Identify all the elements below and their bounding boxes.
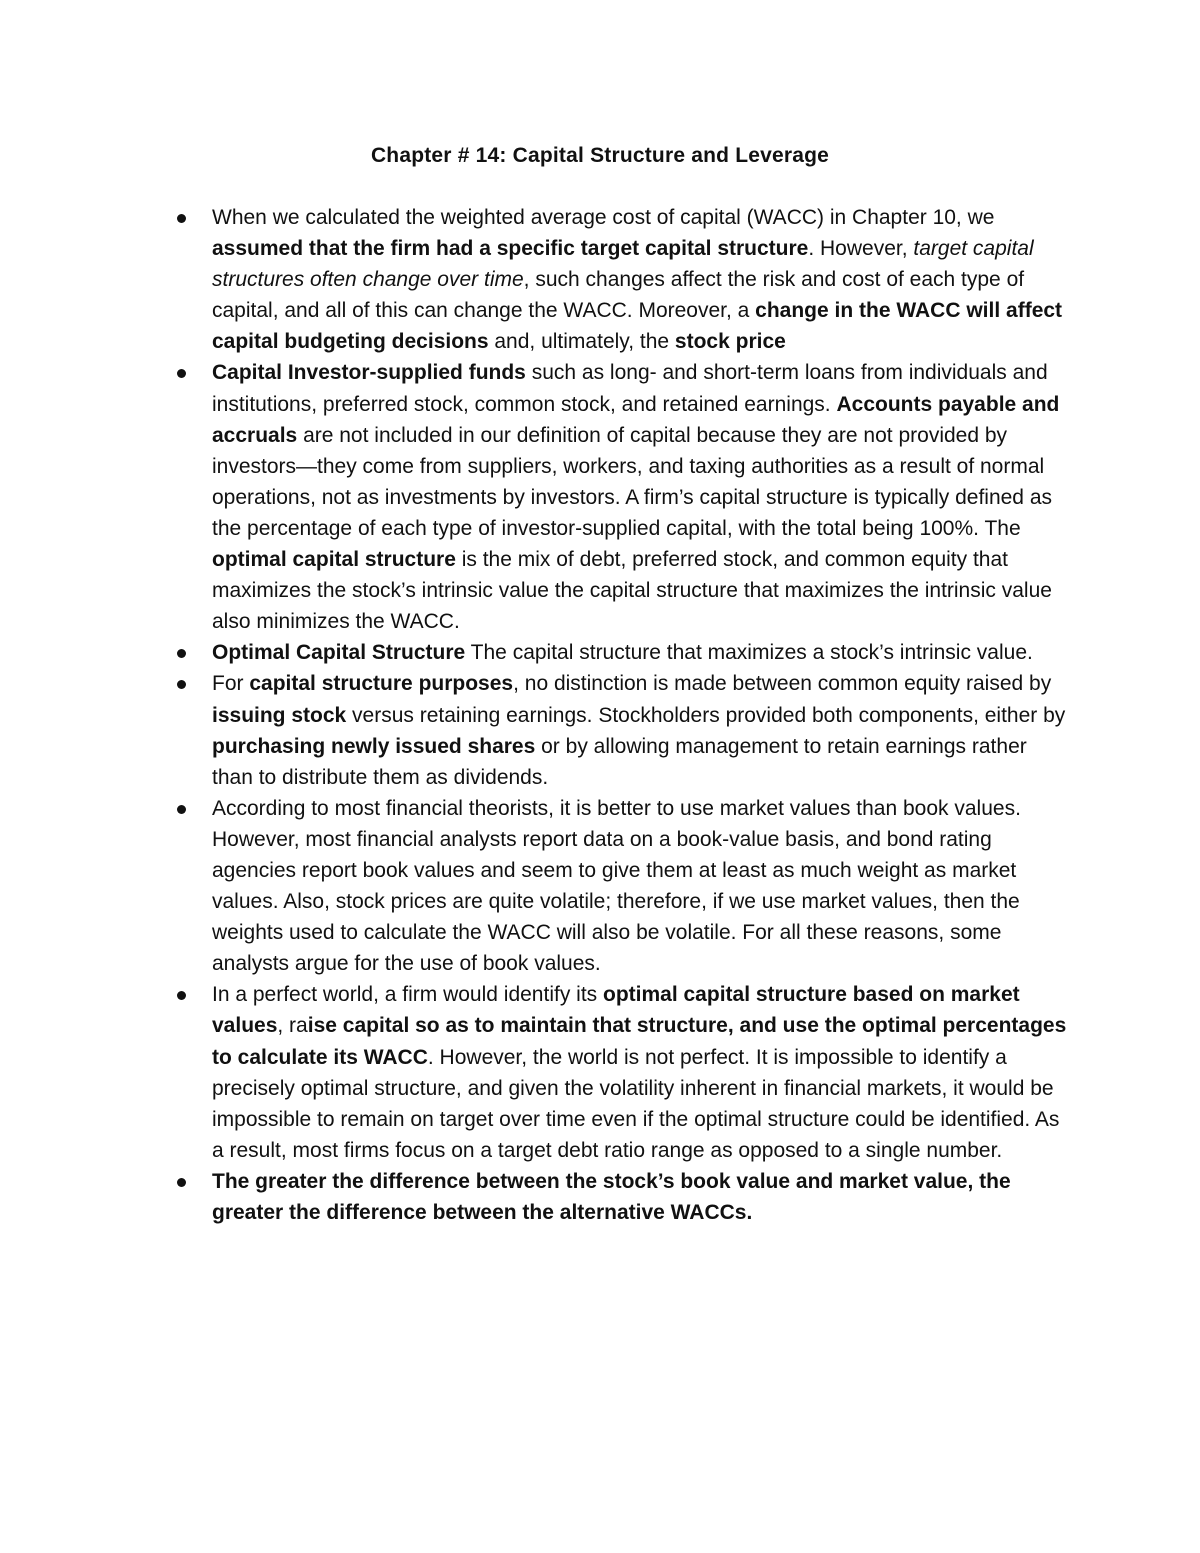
- text-segment: For: [212, 672, 250, 696]
- text-segment: optimal capital structure based on market values: [212, 983, 1020, 1038]
- text-segment: Accounts payable and accruals: [212, 392, 1060, 447]
- list-item: [212, 637, 1072, 668]
- text-segment: such as long- and short-term loans from individuals and institutions, preferred stock, common stock, and retained earnings.: [212, 361, 1048, 416]
- bullet-dot-icon: [177, 369, 186, 378]
- text-segment: stock price: [674, 330, 786, 354]
- text-segment: versus retaining earnings. Stockholders provided both components, either by: [346, 703, 1066, 727]
- bullet-dot-icon: [177, 680, 186, 689]
- text-segment: issuing stock: [212, 703, 347, 727]
- text-segment: or by allowing management to retain earnings rather than to distribute them as dividends.: [212, 734, 1027, 789]
- list-item: [212, 668, 1072, 792]
- list-item: [212, 979, 1072, 1166]
- text-segment: , no distinction is made between common equity raised by: [513, 672, 1052, 696]
- text-segment: According to most financial theorists, it is better to use market values than book values. However, most financial analysts report data on a book-value basis, and bond rating agencies report book values and seem to give them at least as much weight as market values. Also, stock prices are quite volatile; therefore, if we use market values, then the weights used to calculate the WACC will also be volatile. For all these reasons, some analysts argue for the use of book values.: [212, 796, 1021, 976]
- text-segment: In a perfect world, a firm would identify its: [212, 983, 603, 1007]
- text-segment: , such changes affect the risk and cost of each type of capital, and all of this can change the WACC. Moreover, a: [212, 268, 1025, 323]
- text-segment: , ra: [277, 1014, 308, 1038]
- list-item: [212, 793, 1072, 980]
- text-segment: optimal capital structure: [212, 548, 456, 572]
- text-segment: target capital structures often change over time: [212, 237, 1034, 292]
- text-segment: Optimal Capital Structure: [212, 641, 466, 665]
- bullet-dot-icon: [177, 1178, 186, 1187]
- text-segment: . However, the world is not perfect. It is impossible to identify a precisely optimal structure, and given the volatility inherent in financial markets, it would be impossible to remain on target over time even if the optimal structure could be identified. As a result, most firms focus on a target debt ratio range as opposed to a single number.: [212, 1045, 1060, 1162]
- bullet-dot-icon: [177, 214, 186, 223]
- list-item: [212, 202, 1072, 357]
- text-segment: . However,: [808, 237, 914, 261]
- bullet-list: [212, 202, 1072, 1228]
- text-segment: purchasing newly issued shares: [212, 734, 536, 758]
- text-segment: ise capital so as to maintain that structure, and use the optimal percentages to calculate its WACC: [212, 1014, 1067, 1069]
- text-segment: are not included in our definition of capital because they are not provided by investors—they come from suppliers, workers, and taxing authorities as a result of normal operations, not as investments by investors. A firm’s capital structure is typically defined as the percentage of each type of investor-supplied capital, with the total being 100%. The: [212, 423, 1052, 540]
- text-segment: and, ultimately, the: [488, 330, 675, 354]
- text-segment: assumed that the firm had a specific target capital structure: [212, 237, 809, 261]
- text-segment: When we calculated the weighted average cost of capital (WACC) in Chapter 10, we: [212, 206, 995, 229]
- text-segment: change in the WACC will affect capital budgeting decisions: [212, 299, 1063, 354]
- bullet-dot-icon: [177, 649, 186, 658]
- text-segment: The capital structure that maximizes a stock’s intrinsic value.: [465, 641, 1033, 665]
- text-segment: Capital Investor-supplied funds: [212, 361, 526, 385]
- text-segment: is the mix of debt, preferred stock, and common equity that maximizes the stock’s intrinsic value the capital structure that maximizes the intrinsic value also minimizes the WACC.: [212, 548, 1052, 634]
- list-item: [212, 1166, 1072, 1228]
- text-segment: The greater the difference between the stock’s book value and market value, the greater the difference between the alternative WACCs.: [212, 1169, 1011, 1224]
- page-title: Chapter # 14: Capital Structure and Leverage: [370, 144, 830, 167]
- text-segment: capital structure purposes: [249, 672, 514, 696]
- bullet-dot-icon: [177, 805, 186, 814]
- list-item: [212, 357, 1072, 637]
- bullet-dot-icon: [177, 991, 186, 1000]
